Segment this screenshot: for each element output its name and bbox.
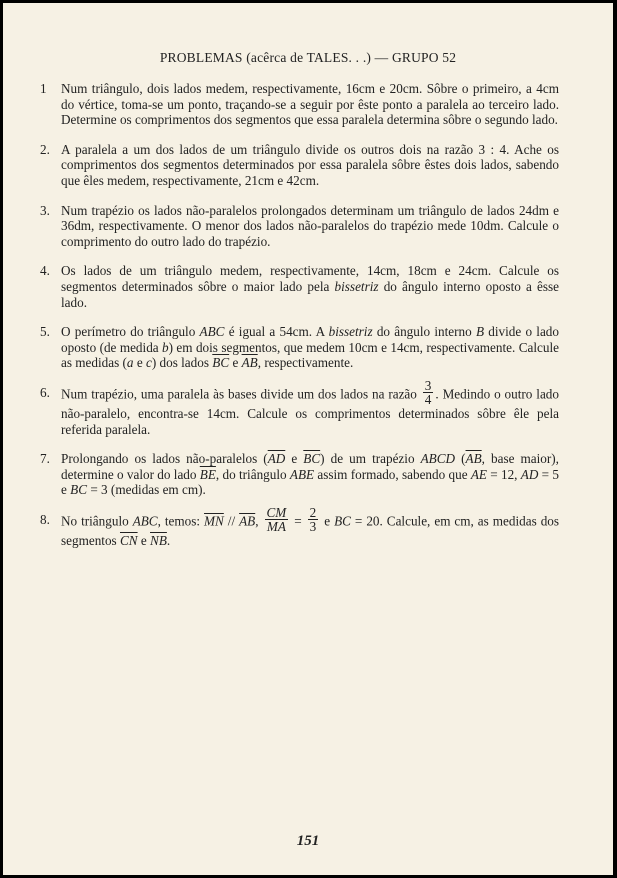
problem-text: No triângulo — [61, 513, 133, 529]
problem-text: e — [137, 532, 151, 548]
problem-text: O perímetro do triângulo — [61, 324, 200, 340]
segment: $\overline{BC}$ — [212, 355, 230, 371]
trapezoid-name: ABCD — [420, 451, 456, 467]
segment: $\overline{BE}$ — [199, 466, 216, 482]
problem-list — [37, 81, 559, 562]
italic-term: bissetriz — [334, 278, 379, 294]
triangle-name: ABC — [199, 324, 225, 340]
problem-text: // — [223, 513, 240, 529]
segment: AD — [520, 466, 539, 482]
italic-term: bissetriz — [328, 324, 373, 340]
problem-text: , — [255, 513, 263, 529]
problem-number: 1 — [40, 81, 47, 96]
problem-text: Num trapézio os lados não-paralelos prolongados determinam um triângulo de lados 24dm e 36dm, respectivamente. O menor dos lados não-paralelos do trapézio mede 10dm. Calcule o comprimento do outro lado do trapézio. — [61, 202, 559, 249]
problem-text: do ângulo interno — [372, 324, 476, 340]
problem-text: é igual a 54cm. A — [224, 324, 329, 340]
problem-text: ) em dois segmentos, que medem 10cm e 14cm, respectivamente. Calcule as medidas ( — [61, 339, 559, 371]
segment: AE — [470, 466, 487, 482]
problem-text: assim formado, sabendo que — [314, 466, 471, 482]
fraction-denominator: 3 — [309, 518, 317, 534]
problem-text: = 20. Calcule, em cm, as medidas dos segmentos — [61, 513, 560, 548]
problem-text: divide o lado oposto (de medida — [61, 324, 559, 355]
problem-text: e — [133, 355, 146, 371]
segment: BC — [70, 482, 88, 498]
problem-number: 8. — [40, 511, 50, 527]
problem-4 — [37, 263, 559, 310]
triangle-name: ABC — [132, 513, 158, 529]
segment: $\overline{CN}$ — [119, 532, 138, 548]
problem-7 — [37, 451, 559, 498]
problem-3 — [37, 203, 559, 250]
triangle-name: ABE — [289, 466, 315, 482]
problem-text: ( — [455, 451, 466, 467]
fraction — [265, 506, 289, 533]
problem-6 — [37, 377, 559, 437]
problem-text: Os lados de um triângulo medem, respectivamente, 14cm, 18cm e 24cm. Calcule os segmentos determinados sôbre o maior lado pela — [61, 263, 559, 294]
variable: c — [145, 355, 152, 371]
angle-name: B — [475, 324, 485, 340]
problem-text: , respectivamente. — [257, 355, 354, 371]
problem-1 — [37, 81, 559, 128]
segment: $\overline{AB}$ — [241, 355, 258, 371]
fraction-numerator: 3 — [424, 377, 432, 393]
segment: $\overline{AD}$ — [267, 451, 286, 467]
problem-text: ) de um trapézio — [320, 451, 421, 467]
problem-text: e — [229, 355, 242, 371]
problem-text: Prolongando os lados não-paralelos ( — [61, 451, 268, 467]
problem-text: , temos: — [157, 513, 205, 529]
page-header: PROBLEMAS (acêrca de TALES. . .) — GRUPO 52 — [159, 50, 457, 65]
problem-number: 2. — [40, 141, 50, 157]
problem-number: 3. — [40, 202, 50, 218]
problem-number: 7. — [40, 451, 50, 467]
problem-text: . — [166, 532, 171, 548]
problem-text: = 5 e — [61, 466, 559, 498]
problem-text: e — [320, 513, 335, 529]
problem-8 — [37, 504, 560, 549]
segment: $\overline{BC}$ — [303, 451, 321, 467]
problem-text: do ângulo interno oposto a êsse lado. — [61, 278, 559, 310]
variable: b — [162, 339, 169, 355]
problem-number: 4. — [40, 263, 50, 279]
problem-text: = 3 (medidas em cm). — [87, 482, 206, 498]
problem-text: , do triângulo — [215, 466, 290, 482]
problem-2 — [37, 142, 559, 189]
book-page — [3, 3, 613, 875]
variable: a — [126, 355, 134, 371]
segment: $\overline{AB}$ — [239, 513, 256, 529]
problem-text: = 12, — [486, 466, 521, 482]
problem-text: Num trapézio, uma paralela às bases divide um dos lados na razão — [61, 386, 417, 402]
fraction — [423, 379, 434, 406]
segment: $\overline{MN}$ — [204, 513, 224, 529]
fraction-numerator: 2 — [309, 504, 317, 520]
segment: BC — [334, 513, 351, 529]
problem-number: 5. — [40, 324, 50, 340]
problem-text: A paralela a um dos lados de um triângulo divide os outros dois na razão 3 : 4. Ache os comprimentos dos segmentos determinados por essa paralela sôbre êstes dois lados, sabendo que êles medem, respectivamente, 21cm e 42cm. — [61, 141, 559, 188]
problem-text: , base maior), determine o valor do lado — [61, 451, 559, 482]
problem-text: = — [290, 513, 306, 529]
fraction-denominator: MA — [266, 518, 286, 534]
fraction-numerator: CM — [266, 504, 287, 520]
problem-text: ) dos lados — [151, 355, 213, 371]
fraction — [308, 506, 319, 533]
problem-text: Num triângulo, dois lados medem, respectivamente, 16cm e 20cm. Sôbre o primeiro, a 4cm do vértice, toma-se um ponto, traçando-se a seguir por êste ponto a paralela ao terceiro lado. Determine os comprimentos dos segmentos que essa paralela determina sôbre o segundo lado. — [61, 81, 559, 128]
problem-5 — [37, 324, 559, 371]
page-number: 151 — [296, 833, 320, 849]
segment: $\overline{AB}$ — [465, 451, 482, 467]
problem-text: . Medindo o outro lado não-paralelo, encontra-se 14cm. Calcule os comprimentos determinados sôbre êle pela referida paralela. — [61, 386, 559, 437]
segment: $\overline{NB}$ — [150, 532, 167, 548]
problem-text: e — [285, 451, 304, 467]
fraction-denominator: 4 — [424, 391, 432, 407]
problem-number: 6. — [40, 384, 50, 400]
